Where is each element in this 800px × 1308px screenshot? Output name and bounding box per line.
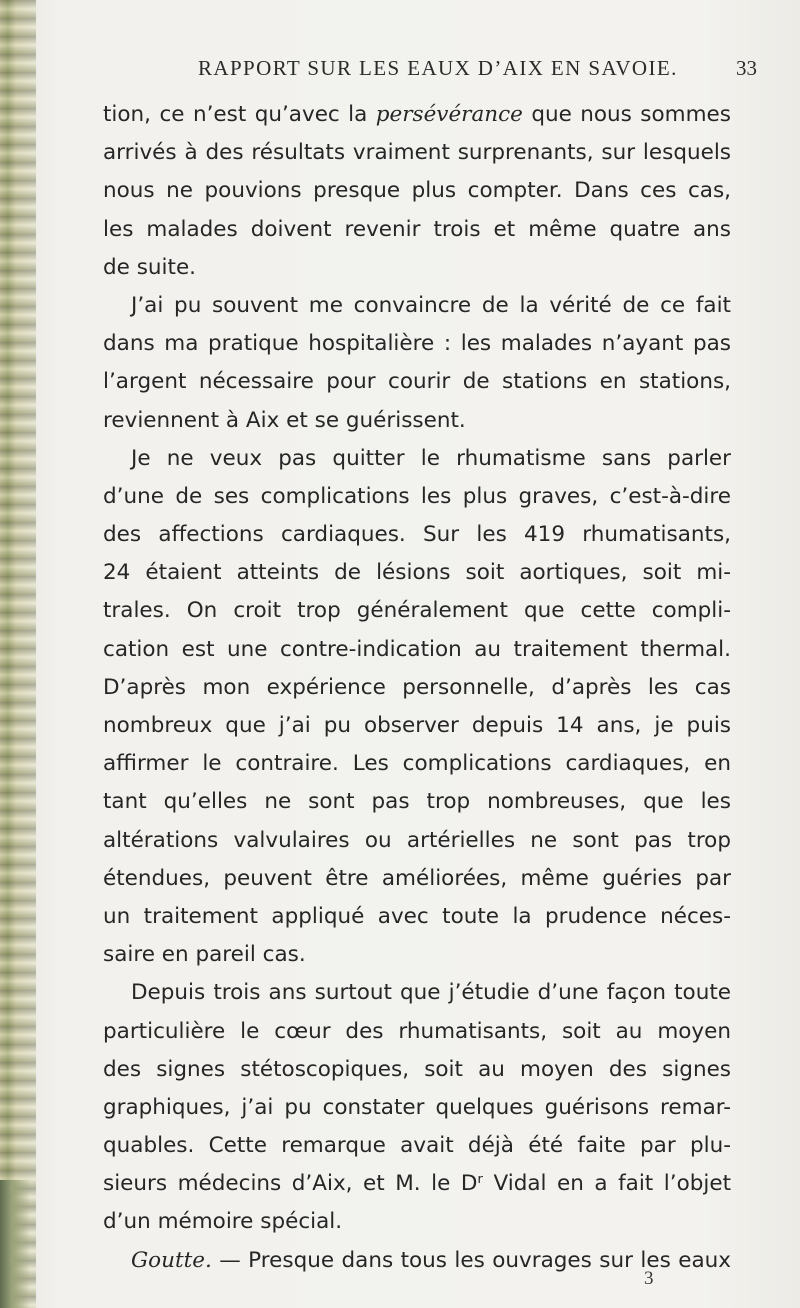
text-line: de suite. [103, 254, 197, 280]
text-line: saire en pareil cas. [103, 942, 306, 968]
text-line: l’argent nécessaire pour courir de stations en stations, [103, 369, 731, 395]
text-line: d’un mémoire spécial. [103, 1209, 343, 1235]
text-line: nous ne pouvions presque plus compter. Dans ces cas, [103, 178, 731, 204]
italic-term: persévérance [375, 102, 523, 127]
text-line: affirmer le contraire. Les complications cardiaques, en [103, 751, 731, 777]
text-line: trales. On croit trop généralement que cette compli- [103, 598, 731, 624]
running-header: RAPPORT SUR LES EAUX D’AIX EN SAVOIE. [198, 56, 678, 80]
text-line: D’après mon expérience personnelle, d’après les cas [103, 674, 731, 700]
text-line: tion, ce n’est qu’avec la persévérance que nous sommes [103, 102, 731, 127]
text-line: Goutte. — Presque dans tous les ouvrages sur les eaux [131, 1247, 731, 1273]
text-line: un traitement appliqué avec toute la prudence néces- [103, 903, 731, 929]
text-line: reviennent à Aix et se guérissent. [103, 407, 466, 433]
text-line: tant qu’elles ne sont pas trop nombreuses, que les [103, 789, 731, 815]
text-line: altérations valvulaires ou artérielles ne sont pas trop [103, 827, 731, 853]
body-text [103, 96, 731, 1280]
text-line: Je ne veux pas quitter le rhumatisme sans parler [131, 445, 731, 471]
text-line: J’ai pu souvent me convaincre de la vérité de ce fait [131, 292, 731, 318]
text-line: arrivés à des résultats vraiment surprenants, sur lesquels [103, 140, 731, 166]
text-line: nombreux que j’ai pu observer depuis 14 ans, je puis [103, 713, 731, 738]
page-binding-edge [0, 0, 36, 1308]
text-line: particulière le cœur des rhumatisants, soit au moyen [103, 1018, 731, 1044]
text-line: graphiques, j’ai pu constater quelques guérisons remar- [103, 1094, 731, 1120]
text-line: Depuis trois ans surtout que j’étudie d’une façon toute [131, 980, 731, 1006]
text-line: sieurs médecins d’Aix, et M. le Dʳ Vidal en a fait l’objet [103, 1171, 731, 1197]
text-line: quables. Cette remarque avait déjà été faite par plu- [103, 1133, 731, 1159]
signature-mark: 3 [644, 1268, 654, 1289]
text-line: cation est une contre-indication au traitement thermal. [103, 636, 731, 662]
page-binding-shadow [0, 1180, 30, 1308]
text-line: 24 étaient atteints de lésions soit aortiques, soit mi- [103, 560, 731, 586]
section-heading: Goutte. [131, 1247, 212, 1273]
text-line: d’une de ses complications les plus graves, c’est-à-dire [103, 483, 731, 509]
text-line: les malades doivent revenir trois et même quatre ans [103, 216, 731, 242]
text-line: des affections cardiaques. Sur les 419 rhumatisants, [103, 522, 731, 548]
text-line: étendues, peuvent être améliorées, même guéries par [103, 865, 731, 891]
text-line: dans ma pratique hospitalière : les malades n’ayant pas [103, 331, 731, 357]
page-number: 33 [736, 56, 757, 80]
text-line: des signes stétoscopiques, soit au moyen des signes [103, 1056, 731, 1082]
